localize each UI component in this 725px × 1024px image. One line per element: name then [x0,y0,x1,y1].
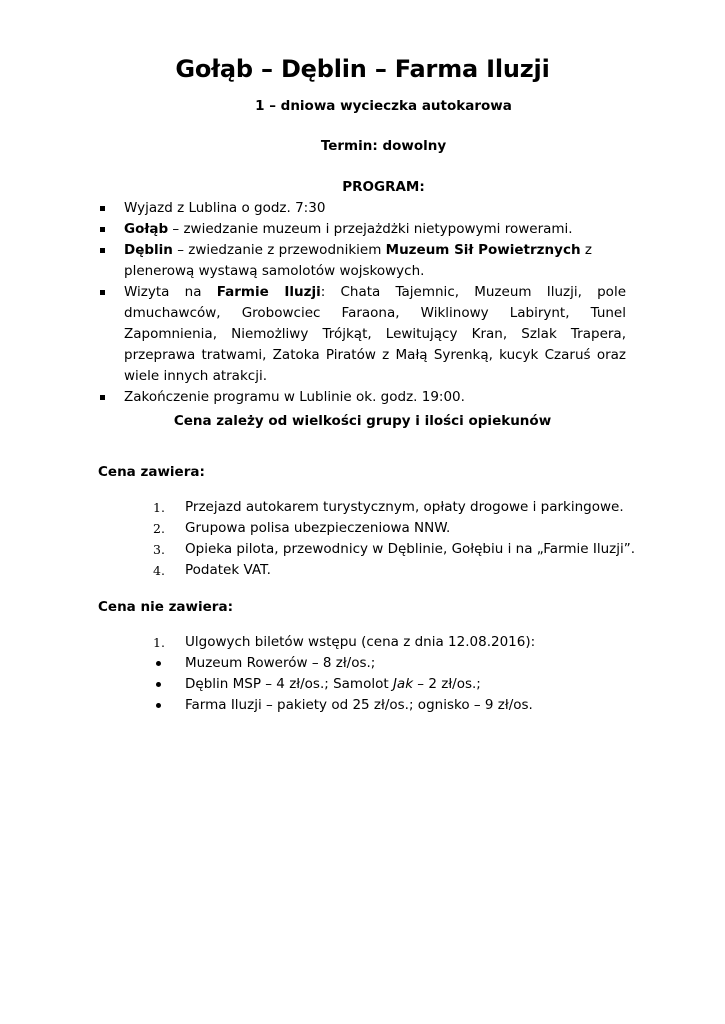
item-text: Dęblin MSP – 4 zł/os.; Samolot [185,676,393,692]
includes-item [150,539,650,560]
program-item-text: Zakończenie programu w Lublinie ok. godz. 19:00. [124,389,465,405]
trip-date-term: Termin: dowolny [320,138,447,154]
program-item [98,198,626,219]
program-item-text: – zwiedzanie muzeum i przejażdżki nietypowymi rowerami. [168,221,573,237]
program-item-text: – zwiedzanie z przewodnikiem [172,242,386,258]
program-item-place: Farmie Iluzji [216,284,321,300]
includes-item [150,518,650,539]
program-item-text: z plenerową wystawą samolotów wojskowych. [124,242,592,279]
program-item-place: Gołąb [124,221,169,237]
trip-subtitle: 1 – dniowa wycieczka autokarowa [255,98,512,114]
program-item-text: Wizyta na [124,284,217,300]
program-item [98,387,626,408]
bullet-dot-icon [156,661,161,666]
program-list [98,198,626,408]
item-number: 2. [153,521,165,536]
item-text: Podatek VAT. [185,562,271,578]
includes-item [150,560,650,581]
item-number: 1. [153,635,165,650]
excludes-bullet-item [150,653,650,674]
item-number: 3. [153,542,165,557]
program-item-museum: Muzeum Sił Powietrznych [385,242,581,258]
excludes-bullet-item [150,674,650,695]
includes-item [150,497,650,518]
program-item [98,219,626,240]
item-text: Muzeum Rowerów – 8 zł/os.; [185,655,376,671]
program-heading: PROGRAM: [342,179,425,195]
program-item-text: : Chata Tajemnic, Muzeum Iluzji, pole dmuchawców, Grobowciec Faraona, Wiklinowy Labirynt, Tunel Zapomnienia, Niemożliwy Trójkąt, Lewitujący Kran, Szlak Trapera, przeprawa tratwami, Zatoka Piratów z Małą Syrenką, kucyk Czaruś oraz wiele innych atrakcji. [124,284,626,384]
excludes-list [150,632,650,716]
program-item [98,240,626,282]
item-text-italic: Jak [392,676,414,692]
item-number: 1. [153,500,165,515]
excludes-item [150,632,650,653]
item-text: – 2 zł/os.; [413,676,481,692]
bullet-dot-icon [156,682,161,687]
bullet-dot-icon [156,703,161,708]
program-item-place: Dęblin [124,242,173,258]
item-text: Opieka pilota, przewodnicy w Dęblinie, Gołębiu i na „Farmie Iluzji”. [185,541,636,557]
item-text: Grupowa polisa ubezpieczeniowa NNW. [185,520,451,536]
item-text: Ulgowych biletów wstępu (cena z dnia 12.08.2016): [185,634,536,650]
excludes-heading: Cena nie zawiera: [98,599,233,615]
excludes-bullet-item [150,695,650,716]
program-item-text: Wyjazd z Lublina o godz. 7:30 [124,200,326,216]
item-number: 4. [153,563,165,578]
includes-heading: Cena zawiera: [98,464,205,480]
document-title: Gołąb – Dęblin – Farma Iluzji [175,55,550,83]
item-text: Przejazd autokarem turystycznym, opłaty drogowe i parkingowe. [185,499,624,515]
includes-list [150,497,650,581]
item-text: Farma Iluzji – pakiety od 25 zł/os.; ognisko – 9 zł/os. [185,697,533,713]
price-note: Cena zależy od wielkości grupy i ilości opiekunów [173,413,552,429]
program-item [98,282,626,387]
